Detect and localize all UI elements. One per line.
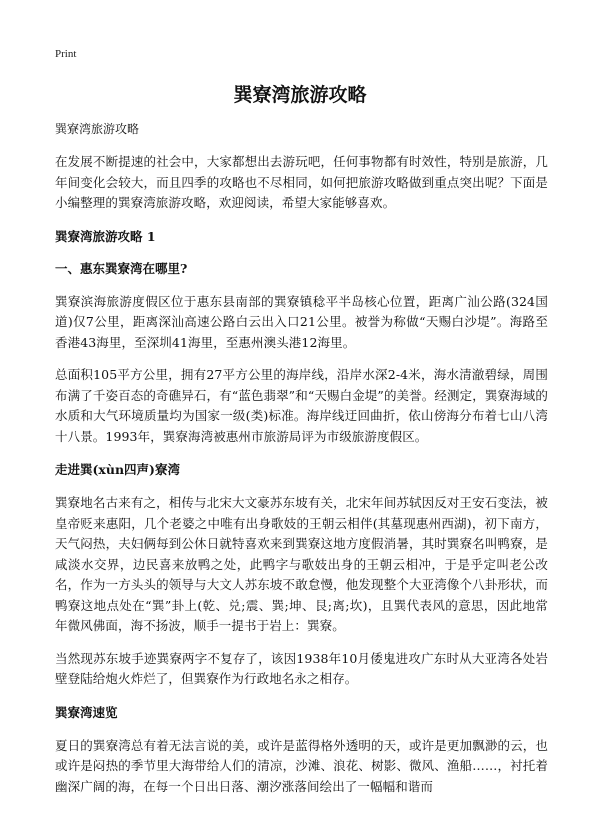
section-heading-overview: 巽寮湾速览 xyxy=(55,704,118,720)
document-subtitle: 巽寮湾旅游攻略 xyxy=(55,122,140,136)
section-heading-walk-in: 走进巽(xùn四声)寮湾 xyxy=(55,462,180,477)
question-heading-location: 一、惠东巽寮湾在哪里? xyxy=(55,260,188,276)
intro-paragraph: 在发展不断提速的社会中，大家都想出去游玩吧，任何事物都有时效性，特别是旅游，几年间变化会较大，而且四季的攻略也不尽相同，如何把旅游攻略做到重点突出呢？下面是小编整理的巽寮湾旅游攻略，欢迎阅读，希望大家能够喜欢。 xyxy=(55,154,548,210)
area-paragraph: 总面积105平方公里，拥有27平方公里的海岸线，沿岸水深2-4米，海水清澈碧绿，周围布满了千姿百态的奇礁异石，有“蓝色翡翠”和“天赐白金堤”的美誉。经测定，巽寮海域的水质和大气环境质量均为国家一级(类)标准。海岸线迂回曲折，依山傍海分布着七山八湾十八景。1993年，巽寮海湾被惠州市旅游局评为市级旅游度假区。 xyxy=(55,367,548,444)
print-label[interactable]: Print xyxy=(55,48,77,60)
document-body xyxy=(55,120,548,809)
document-title: 巽寮湾旅游攻略 xyxy=(233,84,367,106)
inscription-paragraph: 当然现苏东坡手迹巽寮两字不复存了，该因1938年10月倭鬼进攻广东时从大亚湾各处岩壁登陆给炮火炸烂了，但巽寮作为行政地名永之相存。 xyxy=(55,650,548,686)
section-heading-1: 巽寮湾旅游攻略 1 xyxy=(55,228,156,244)
location-paragraph: 巽寮滨海旅游度假区位于惠东县南部的巽寮镇稔平半岛核心位置，距离广汕公路(324国道)仅7公里，距离深汕高速公路白云出入口21公里。被誉为称做“天赐白沙堤”。海路至香港43海里，至深圳41海里，至惠州澳头港12海里。 xyxy=(55,293,548,350)
history-paragraph: 巽寮地名古来有之，相传与北宋大文豪苏东坡有关，北宋年间苏轼因反对王安石变法，被皇帝贬来惠阳，几个老婆之中唯有出身歌妓的王朝云相伴(其墓现惠州西湖)，初下南方，天气闷热，夫妇俩每到公休日就特喜欢来到巽寮这地方度假消暑，其时巽寮名叫鸭寮，是咸淡水交界，边民喜来放鸭之处，此鸭字与歌妓出身的王朝云相冲，于是乎定叫老公改名，作为一方头头的领导与大文人苏东坡不敢怠慢，他发现整个大亚湾像个八卦形状，而鸭寮这地点处在“巽”卦上(乾、兑;震、巽;坤、艮;离;坎)，且巽代表风的意思，因此地常年微风佛面，海不扬波，顺手一提书于岩上：巽寮。 xyxy=(55,495,548,633)
overview-paragraph: 夏日的巽寮湾总有着无法言说的美，或许是蓝得格外透明的天，或许是更加飘渺的云，也或许是闷热的季节里大海带给人们的清凉，沙滩、浪花、树影、微风、渔船……，衬托着幽深广阔的海，在每一个日出日落、潮汐涨落间绘出了一幅幅和谐而 xyxy=(55,737,548,794)
